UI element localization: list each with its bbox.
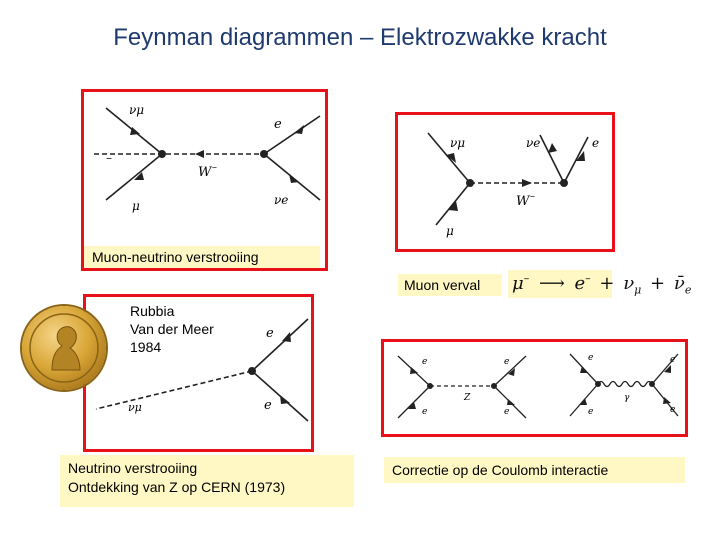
label-w-boson: W xyxy=(198,165,212,180)
label-nu-mu: νμ xyxy=(128,401,142,414)
label-nu-mu: νμ xyxy=(129,103,145,117)
z-label-br: e xyxy=(504,407,510,417)
diagram-muon-decay xyxy=(395,112,615,252)
caption-neutrino-scattering xyxy=(60,455,354,507)
feynman-diagram-1 xyxy=(84,92,325,268)
year-1984: 1984 xyxy=(130,339,162,355)
label-nu-e: νe xyxy=(274,193,289,207)
eq-muon-sign: – xyxy=(523,272,530,285)
eq-nu-e-bar: ν̄ xyxy=(673,273,685,294)
medal-portrait-icon xyxy=(22,306,106,390)
caption-line-1: Neutrino verstrooiing xyxy=(68,460,198,476)
electron-neutrino-line xyxy=(540,135,564,183)
label-electron-top: e xyxy=(266,326,274,341)
electron-line xyxy=(264,116,320,154)
eq-arrow: ⟶ xyxy=(538,273,565,294)
eq-nu-e-sub: e xyxy=(684,283,692,297)
eq-nu-mu: ν xyxy=(623,273,635,294)
caption-line-2: Ontdekking van Z op CERN (1973) xyxy=(68,479,286,495)
caption-muon-neutrino-scattering: Muon-neutrino verstrooiing xyxy=(84,246,320,268)
label-muon: μ xyxy=(446,224,454,238)
g-label-bl: e xyxy=(588,407,594,417)
z-label-boson: Z xyxy=(464,393,471,403)
label-nu-mu: νμ xyxy=(450,136,466,150)
label-w-sign: – xyxy=(530,191,535,202)
label-muon: μ xyxy=(132,199,140,213)
label-electron-bottom: e xyxy=(264,398,272,413)
electron-line-top xyxy=(252,319,308,371)
label-w-sign: – xyxy=(212,162,217,173)
name-van-der-meer: Van der Meer xyxy=(130,321,214,337)
diagram-coulomb-correction xyxy=(381,339,688,437)
g-label-boson: γ xyxy=(624,393,630,403)
electron-line-bottom xyxy=(252,371,308,421)
feynman-diagram-2 xyxy=(398,115,612,249)
label-electron: e xyxy=(274,117,282,132)
z-boson-line xyxy=(96,371,252,409)
g-label-tr: e xyxy=(670,355,676,365)
caption-coulomb-correction: Correctie op de Coulomb interactie xyxy=(384,457,685,483)
eq-plus-1: + xyxy=(599,273,615,294)
label-nu-e: νe xyxy=(526,136,541,150)
label-electron: e xyxy=(592,136,600,150)
label-left-sign: – xyxy=(106,151,112,165)
label-w-boson: W xyxy=(516,194,530,209)
eq-nu-mu-sub: μ xyxy=(634,283,642,297)
z-label-bl: e xyxy=(422,407,428,417)
eq-electron-sign: – xyxy=(585,272,591,285)
slide-title: Feynman diagrammen – Elektrozwakke kracht xyxy=(113,24,607,51)
muon-decay-equation xyxy=(512,272,712,298)
feynman-diagram-4 xyxy=(384,342,685,434)
muon-line xyxy=(436,183,470,225)
photon-line xyxy=(598,382,652,387)
g-label-br: e xyxy=(670,405,676,415)
z-label-tl: e xyxy=(422,357,428,367)
nobel-medal xyxy=(22,306,106,390)
muon-line xyxy=(106,154,162,200)
eq-plus-2: + xyxy=(650,273,666,294)
name-rubbia: Rubbia xyxy=(130,303,175,319)
laureate-names xyxy=(130,302,240,356)
z-label-tr: e xyxy=(504,357,510,367)
diagram-muon-neutrino-scattering xyxy=(81,89,328,271)
z-right-out-top xyxy=(494,356,526,386)
eq-electron: e xyxy=(574,273,586,294)
eq-muon: μ xyxy=(512,273,524,294)
caption-muon-decay: Muon verval xyxy=(398,274,502,296)
g-label-tl: e xyxy=(588,353,594,363)
